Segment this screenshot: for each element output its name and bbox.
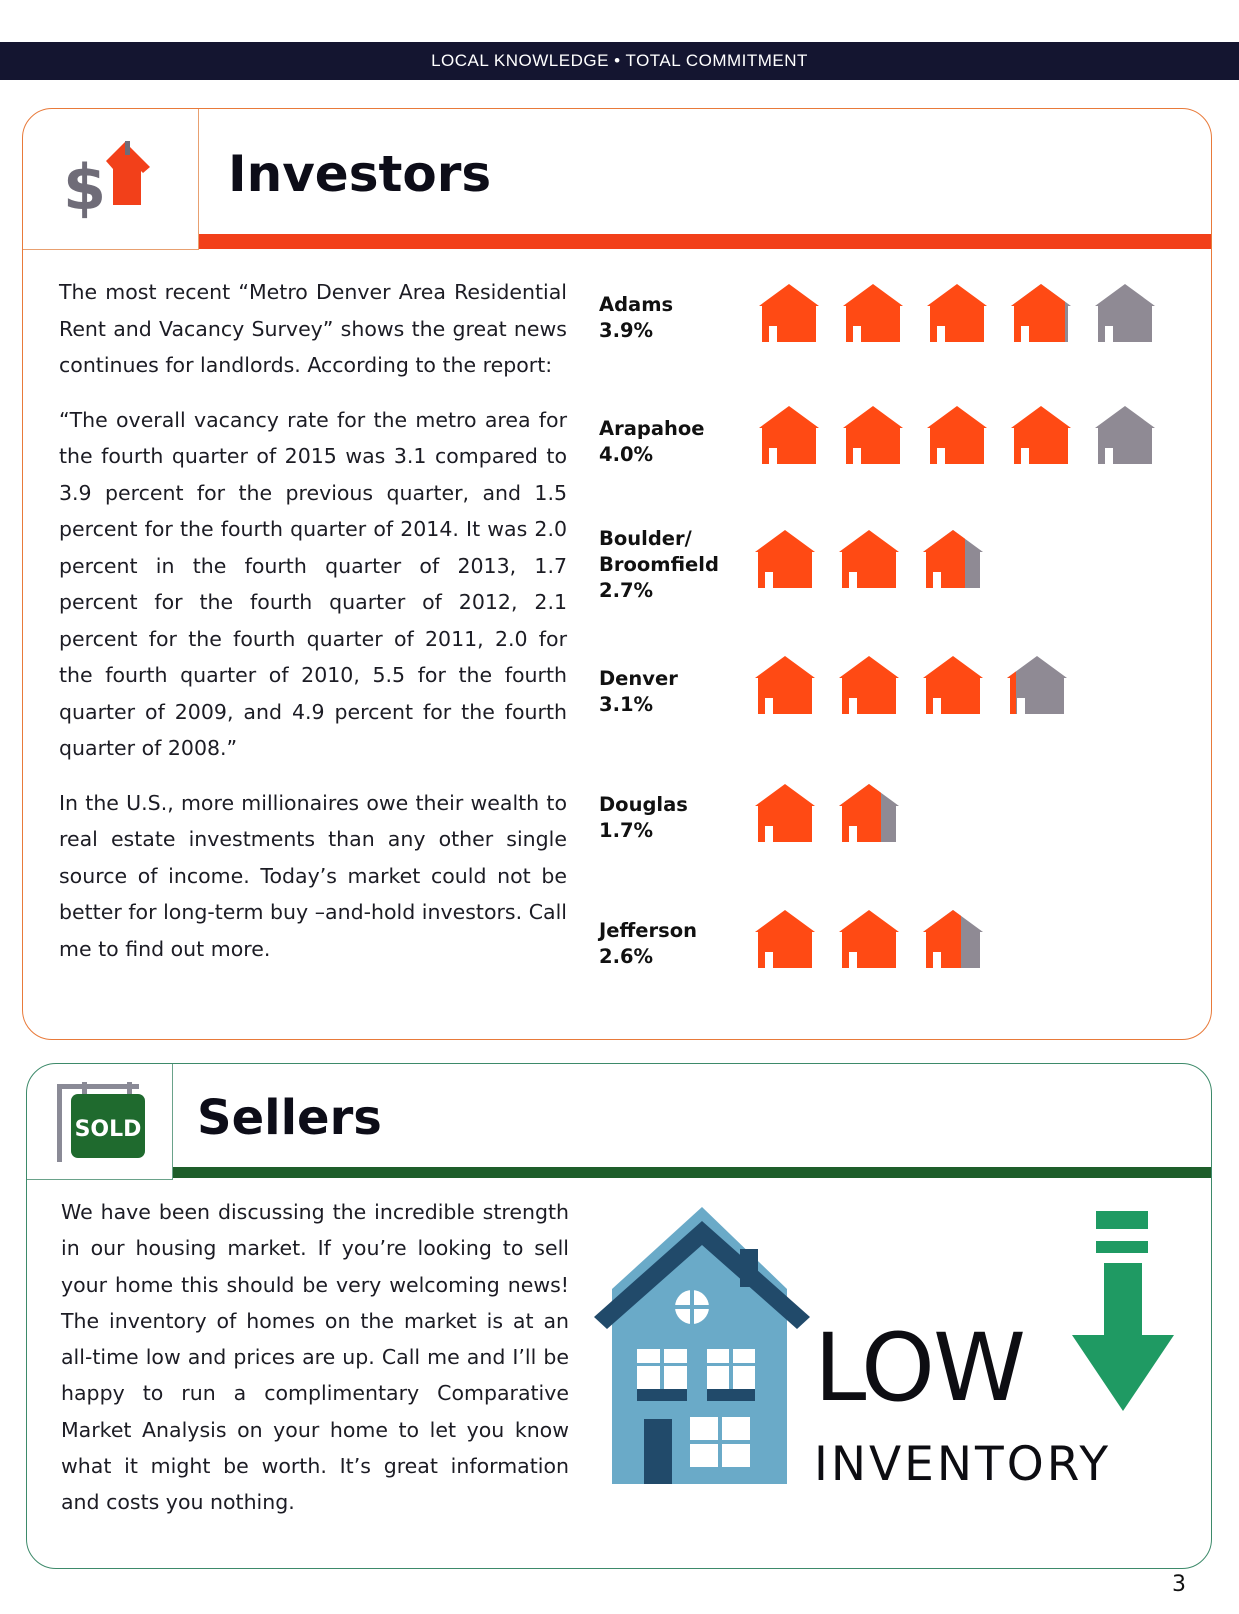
house-icon: [843, 406, 903, 464]
county-name: Denver: [599, 667, 678, 690]
investors-section: [22, 108, 1212, 1040]
house-icon: [839, 530, 899, 588]
county-rate: 2.6%: [599, 945, 654, 968]
house-icon: [927, 406, 987, 464]
svg-text:SOLD: SOLD: [74, 1117, 142, 1142]
county-rate: 4.0%: [599, 443, 654, 466]
county-row-jefferson: [599, 914, 1189, 1004]
low-label: LOW: [814, 1314, 1024, 1423]
sellers-icon-box: [27, 1064, 173, 1180]
house-icon-empty: [1095, 406, 1155, 464]
county-row-boulder-broomfield: [599, 526, 1189, 616]
house-icon: [927, 284, 987, 342]
house-icon: [759, 284, 819, 342]
county-row-denver: [599, 662, 1189, 752]
county-row-douglas: [599, 788, 1189, 878]
blue-house-icon: [592, 1179, 812, 1519]
house-icon: [839, 656, 899, 714]
sellers-paragraph: We have been discussing the incredible strength in our housing market. If you’re looking to sell your home this should be very welcoming news! The inventory of homes on the market is at an all-time low and prices are up. Call me and I’ll be happy to run a complimentary Comparative Market Analysis on your home to let you know what it might be worth. It’s great information and costs you nothing.: [61, 1200, 569, 1515]
sellers-title: Sellers: [197, 1090, 382, 1146]
house-icon-partial: [923, 530, 983, 588]
county-rate: 2.7%: [599, 579, 654, 602]
dollar-house-icon: [23, 109, 198, 249]
house-icons: [755, 910, 983, 968]
sellers-section: [26, 1063, 1212, 1569]
investors-body: [59, 274, 567, 985]
house-icon-empty: [1095, 284, 1155, 342]
house-icons: [759, 284, 1155, 342]
header-tagline: LOCAL KNOWLEDGE • TOTAL COMMITMENT: [0, 42, 1239, 80]
inventory-label: INVENTORY: [814, 1437, 1112, 1492]
sellers-body: [61, 1194, 569, 1539]
page-number: 3: [1172, 1572, 1186, 1597]
investors-title-rule: [199, 234, 1211, 249]
county-name: Jefferson: [599, 919, 698, 942]
county-rate: 3.1%: [599, 693, 654, 716]
investors-title: Investors: [228, 145, 492, 203]
house-icon-partial: [1011, 284, 1071, 342]
house-icon-partial: [1007, 656, 1067, 714]
house-icon: [755, 656, 815, 714]
house-icons: [755, 784, 899, 842]
house-icon: [755, 530, 815, 588]
house-icon-partial: [923, 910, 983, 968]
county-name: Boulder/: [599, 527, 692, 550]
county-name: Broomfield: [599, 553, 719, 576]
down-arrow-icon: [1072, 1189, 1182, 1419]
house-icons: [755, 530, 983, 588]
house-icon: [759, 406, 819, 464]
house-icon-partial: [839, 784, 899, 842]
investors-paragraph: In the U.S., more millionaires owe their wealth to real estate investments than any other single source of income. Today’s market could not be better for long-term buy –and-hold investors. Call me to find out more.: [59, 790, 567, 961]
house-icon: [839, 910, 899, 968]
low-inventory-graphic: [592, 1179, 1192, 1519]
house-icon: [923, 656, 983, 714]
county-name: Douglas: [599, 793, 688, 816]
county-rate: 1.7%: [599, 819, 654, 842]
house-icons: [755, 656, 1067, 714]
investors-quote: “The overall vacancy rate for the metro area for the fourth quarter of 2015 was 3.1 compared to 3.9 percent for the previous quarter, and 1.5 percent for the fourth quarter of 2014. It was 2.0 percent in the fourth quarter of 2013, 1.7 percent for the fourth quarter of 2012, 2.1 percent for the fourth quarter of 2011, 2.0 for the fourth quarter of 2010, 5.5 for the fourth quarter of 2009, and 4.9 percent for the fourth quarter of 2008.”: [59, 407, 567, 760]
county-rate: 3.9%: [599, 319, 654, 342]
house-icon: [755, 910, 815, 968]
house-icon: [843, 284, 903, 342]
county-name: Adams: [599, 293, 674, 316]
house-icon: [755, 784, 815, 842]
svg-text:$: $: [63, 151, 107, 224]
county-name: Arapahoe: [599, 417, 705, 440]
sellers-title-rule: [173, 1167, 1211, 1178]
sold-sign-icon: [27, 1064, 172, 1179]
house-icon: [1011, 406, 1071, 464]
investors-paragraph: The most recent “Metro Denver Area Residential Rent and Vacancy Survey” shows the great news continues for landlords. According to the report:: [59, 280, 567, 377]
house-icons: [759, 406, 1155, 464]
county-row-adams: [599, 284, 1189, 374]
county-row-arapahoe: [599, 412, 1189, 502]
investors-icon-box: [23, 109, 199, 250]
